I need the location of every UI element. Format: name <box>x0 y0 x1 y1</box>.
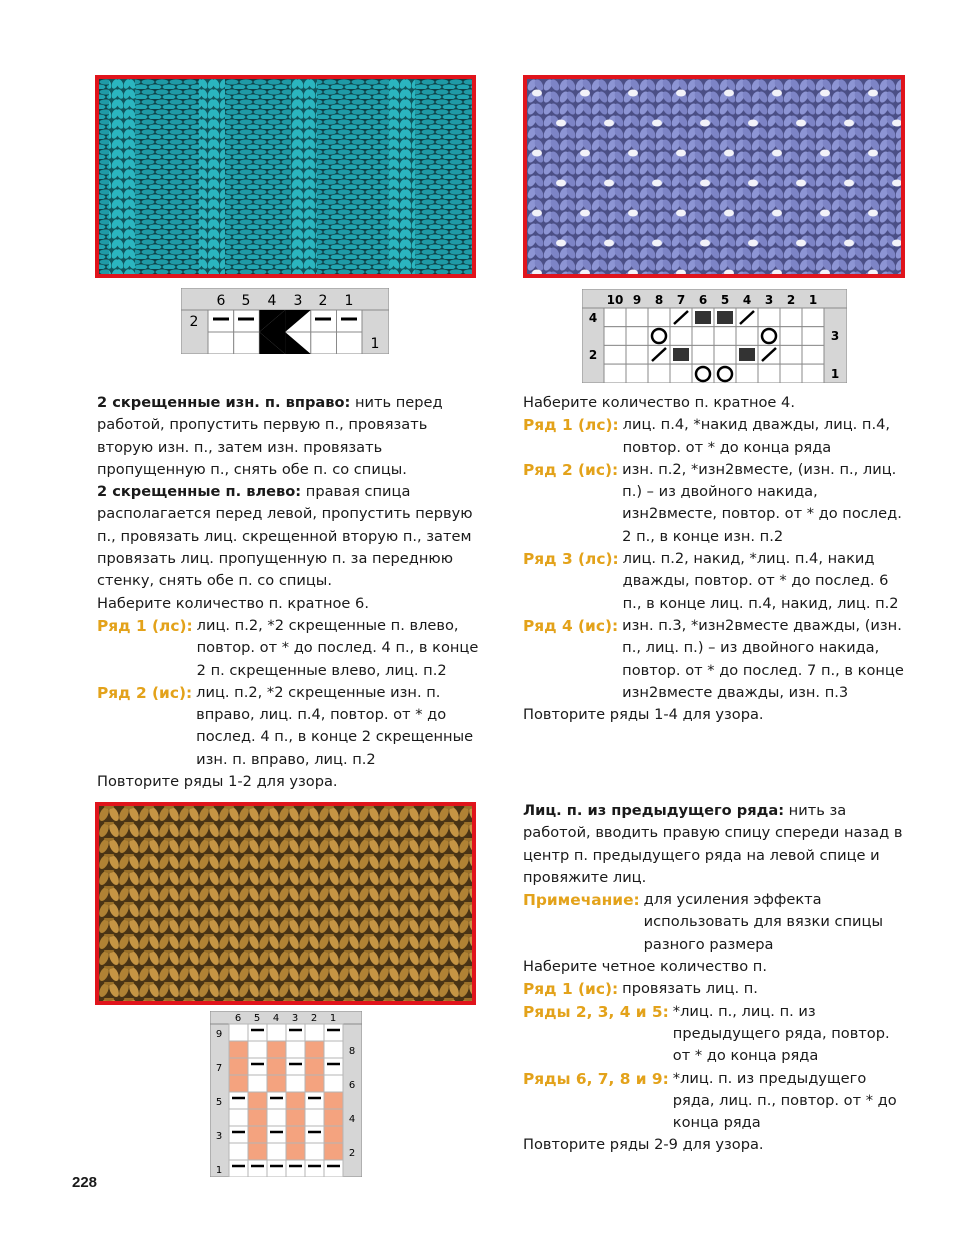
swatch-photo-crossed-rib <box>95 75 476 278</box>
pattern3-instructions <box>523 800 908 1157</box>
chart1-col-2: 2 <box>318 293 328 309</box>
repeat-note: Повторите ряды 1-4 для узора. <box>523 706 764 724</box>
chart3-row-2: 2 <box>348 1148 356 1159</box>
row-instruction: Ряд 4 (ис): изн. п.3, *изн2вместе дважды, (изн. п., лиц. п.) – из двойного накида, повтор. от * до послед. 7 п., в конце изн2вместе дважды, изн. п.3 <box>523 616 904 701</box>
row-instruction: Ряд 1 (лс): лиц. п.4, *накид дважды, лиц. п.4, повтор. от * до конца ряда <box>523 416 891 456</box>
chart2-col-10: 10 <box>606 293 624 307</box>
chart3-row-1: 1 <box>215 1165 223 1176</box>
chart3-col-2: 2 <box>310 1013 318 1024</box>
row-instruction: Ряд 2 (ис): лиц. п.2, *2 скрещенные изн. п. вправо, лиц. п.4, повтор. от * до послед. 4 п., в конце 2 скрещенные изн. п. вправо, лиц. п.2 <box>97 683 474 768</box>
cast-on: Наберите количество п. кратное 4. <box>523 394 795 411</box>
row-instruction: Ряды 2, 3, 4 и 5: *лиц. п., лиц. п. из предыдущего ряда, повтор. от * до конца ряда <box>523 1002 890 1065</box>
def-crossed-purl-right: 2 скрещенные изн. п. вправо: нить перед работой, пропустить первую п., провязать вторую изн. п., затем изн. провязать пропущенную п., снять обе п. со спицы. <box>97 394 443 478</box>
row-instruction: Ряд 1 (лс): лиц. п.2, *2 скрещенные п. влево, повтор. от * до послед. 4 п., в конце 2 п. скрещенные влево, лиц. п.2 <box>97 616 479 679</box>
chart2-row-1: 1 <box>830 367 840 381</box>
chart3-col-3: 3 <box>291 1013 299 1024</box>
repeat-note: Повторите ряды 1-2 для узора. <box>97 773 338 791</box>
chart3-col-6: 6 <box>234 1013 242 1024</box>
note: Примечание: для усиления эффекта использовать для вязки спицы разного размера <box>523 891 883 953</box>
chart2-col-6: 6 <box>698 293 708 307</box>
chart3-row-9: 9 <box>215 1029 223 1040</box>
chart3-row-8: 8 <box>348 1046 356 1057</box>
chart3-row-4: 4 <box>348 1114 356 1125</box>
chart1-col-4: 4 <box>267 293 277 309</box>
chart3-row-3: 3 <box>215 1131 223 1142</box>
chart2-col-7: 7 <box>676 293 686 307</box>
chart3-col-4: 4 <box>272 1013 280 1024</box>
row-instruction: Ряд 2 (ис): изн. п.2, *изн2вместе, (изн. п., лиц. п.) – из двойного накида, изн2вместе, повтор. от * до послед. 2 п., в конце изн. п.2 <box>523 460 902 545</box>
chart3-row-6: 6 <box>348 1080 356 1091</box>
pattern1-instructions <box>97 392 482 793</box>
cast-on: Наберите количество п. кратное 6. <box>97 594 369 612</box>
chart3-col-5: 5 <box>253 1013 261 1024</box>
chart1-row-2: 2 <box>189 314 199 330</box>
chart1-col-5: 5 <box>241 293 251 309</box>
def-crossed-left: 2 скрещенные п. влево: правая спица располагается перед левой, пропустить первую п., провязать лиц. скрещенной вторую п., затем провязать лиц. пропущенную п. за переднюю стенку, снять обе п. со спицы. <box>97 483 473 590</box>
chart3-row-7: 7 <box>215 1063 223 1074</box>
cast-on: Наберите четное количество п. <box>523 958 767 976</box>
chart3-col-1: 1 <box>329 1013 337 1024</box>
chart2-col-1: 1 <box>808 293 818 307</box>
row-instruction: Ряды 6, 7, 8 и 9: *лиц. п. из предыдущего ряда, лиц. п., повтор. от * до конца ряда <box>523 1069 897 1132</box>
def-knit-below: Лиц. п. из предыдущего ряда: нить за работой, вводить правую спицу спереди назад в центр п. предыдущего ряда на левой спице и провяжите лиц. <box>523 802 903 886</box>
swatch-photo-knit-below <box>95 802 476 1005</box>
chart1-col-3: 3 <box>293 293 303 309</box>
knitting-chart-3 <box>210 1011 362 1177</box>
chart2-col-2: 2 <box>786 293 796 307</box>
chart1-col-6: 6 <box>216 293 226 309</box>
pattern2-instructions <box>523 392 908 726</box>
chart2-row-4: 4 <box>588 311 598 325</box>
chart2-col-4: 4 <box>742 293 752 307</box>
page-number: 228 <box>72 1174 98 1191</box>
chart2-col-3: 3 <box>764 293 774 307</box>
row-instruction: Ряд 3 (лс): лиц. п.2, накид, *лиц. п.4, накид дважды, повтор. от * до послед. 6 п., в конце лиц. п.4, накид, лиц. п.2 <box>523 550 899 612</box>
row-instruction: Ряд 1 (ис): провязать лиц. п. <box>523 980 758 999</box>
chart2-col-5: 5 <box>720 293 730 307</box>
chart2-col-8: 8 <box>654 293 664 307</box>
chart1-col-1: 1 <box>344 293 354 309</box>
chart1-row-1: 1 <box>370 336 380 352</box>
chart2-row-3: 3 <box>830 329 840 343</box>
knitting-chart-2 <box>582 289 847 383</box>
chart2-col-9: 9 <box>632 293 642 307</box>
swatch-photo-eyelet-lace <box>523 75 905 278</box>
chart3-row-5: 5 <box>215 1097 223 1108</box>
repeat-note: Повторите ряды 2-9 для узора. <box>523 1136 764 1154</box>
chart2-row-2: 2 <box>588 348 598 362</box>
knitting-chart-1 <box>181 288 389 354</box>
